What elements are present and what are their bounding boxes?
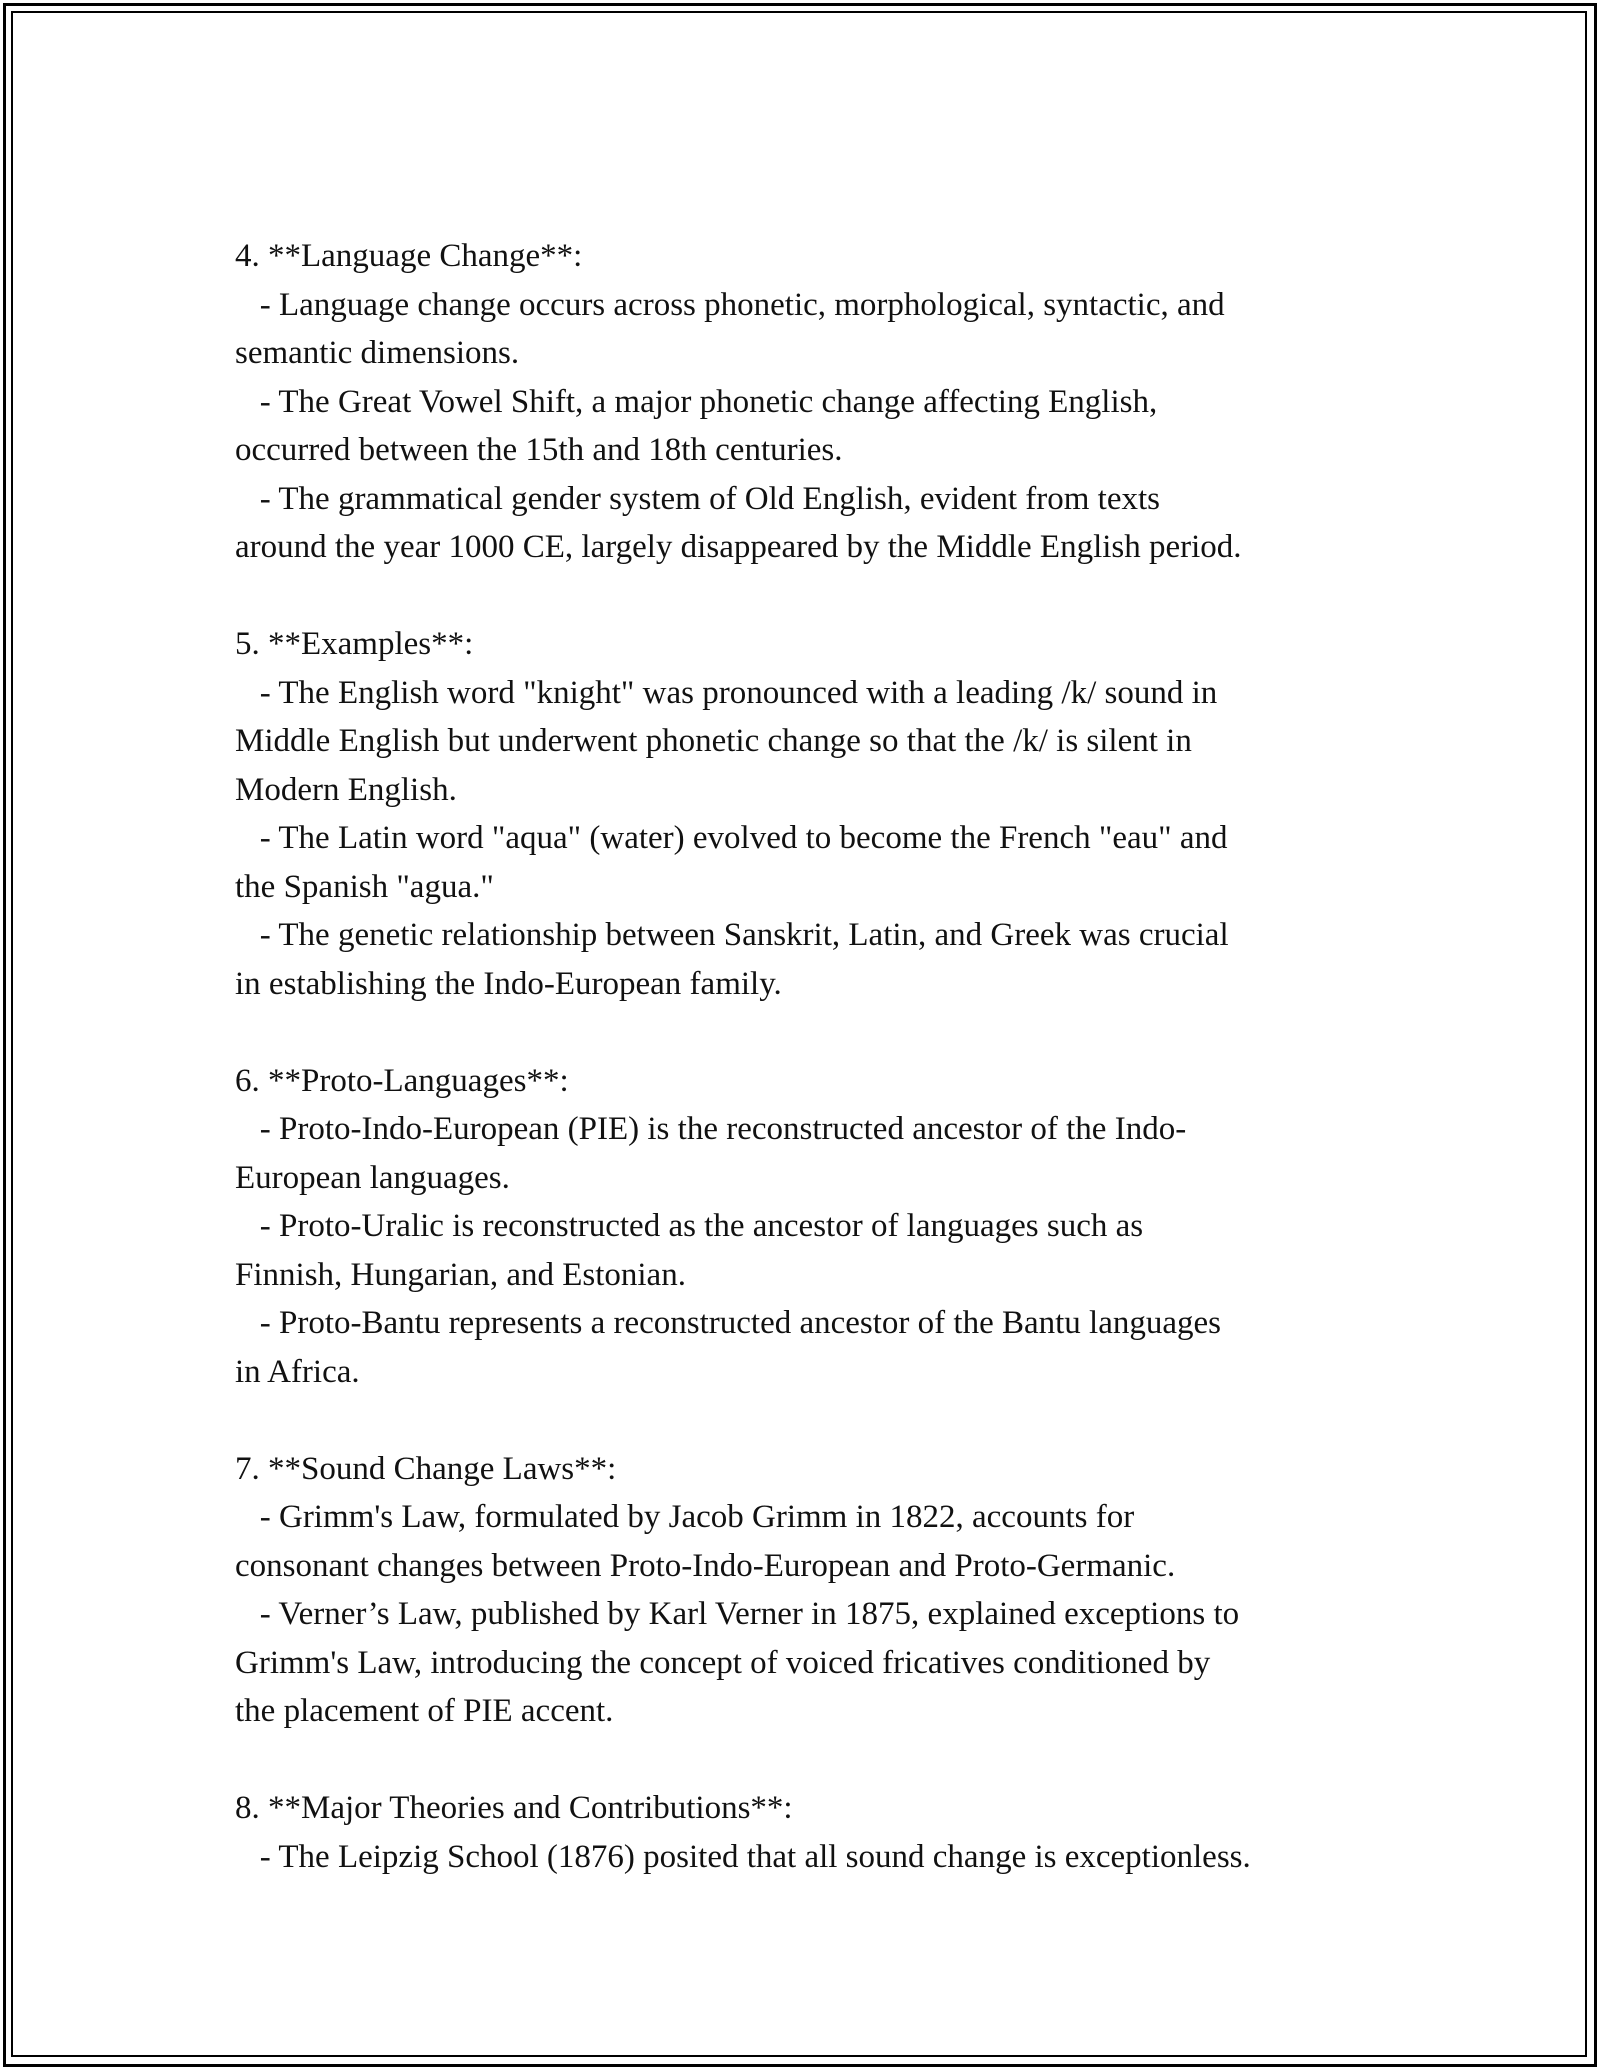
section-heading: 6. **Proto-Languages**: [235, 1062, 569, 1099]
section-heading: 5. **Examples**: [235, 626, 474, 662]
bullet-item: - Proto-Bantu represents a reconstructed ancestor of the Bantu languages in Africa. [235, 1305, 1222, 1390]
bullet-item: - The Great Vowel Shift, a major phonetic change affecting English, occurred between the 15th and 18th centuries. [235, 383, 1158, 468]
bullet-item: - Proto-Indo-European (PIE) is the reconstructed ancestor of the Indo- European languages. [235, 1111, 1187, 1196]
section-heading: 8. **Major Theories and Contributions**: [235, 1790, 793, 1826]
bullet-item: - The genetic relationship between Sanskrit, Latin, and Greek was crucial in establishing the Indo-European family. [235, 917, 1229, 1002]
bullet-item: - Proto-Uralic is reconstructed as the ancestor of languages such as Finnish, Hungarian, and Estonian. [235, 1208, 1144, 1293]
bullet-item: - The English word "knight" was pronounced with a leading /k/ sound in Middle English but underwent phonetic change so that the /k/ is silent in Modern English. [235, 674, 1218, 808]
document-body [235, 232, 1395, 1930]
section-sound-change-laws [235, 1445, 1395, 1736]
bullet-item: - The grammatical gender system of Old English, evident from texts around the year 1000 CE, largely disappeared by the Middle English period. [235, 480, 1242, 565]
section-examples [235, 620, 1395, 1008]
bullet-item: - Grimm's Law, formulated by Jacob Grimm in 1822, accounts for consonant changes between Proto-Indo-European and Proto-Germanic. [235, 1499, 1176, 1584]
section-major-theories [235, 1784, 1395, 1881]
bullet-item: - The Latin word "aqua" (water) evolved to become the French "eau" and the Spanish "agua." [235, 820, 1228, 905]
section-proto-languages [235, 1057, 1395, 1397]
bullet-item: - The Leipzig School (1876) posited that all sound change is exceptionless. [235, 1838, 1251, 1875]
section-language-change [235, 232, 1395, 572]
section-heading: 4. **Language Change**: [235, 238, 583, 274]
bullet-item: - Verner’s Law, published by Karl Verner in 1875, explained exceptions to Grimm's Law, introducing the concept of voiced fricatives conditioned by the placement of PIE accent. [235, 1596, 1240, 1729]
bullet-item: - Language change occurs across phonetic, morphological, syntactic, and semantic dimensions. [235, 286, 1225, 371]
section-heading: 7. **Sound Change Laws**: [235, 1450, 617, 1487]
